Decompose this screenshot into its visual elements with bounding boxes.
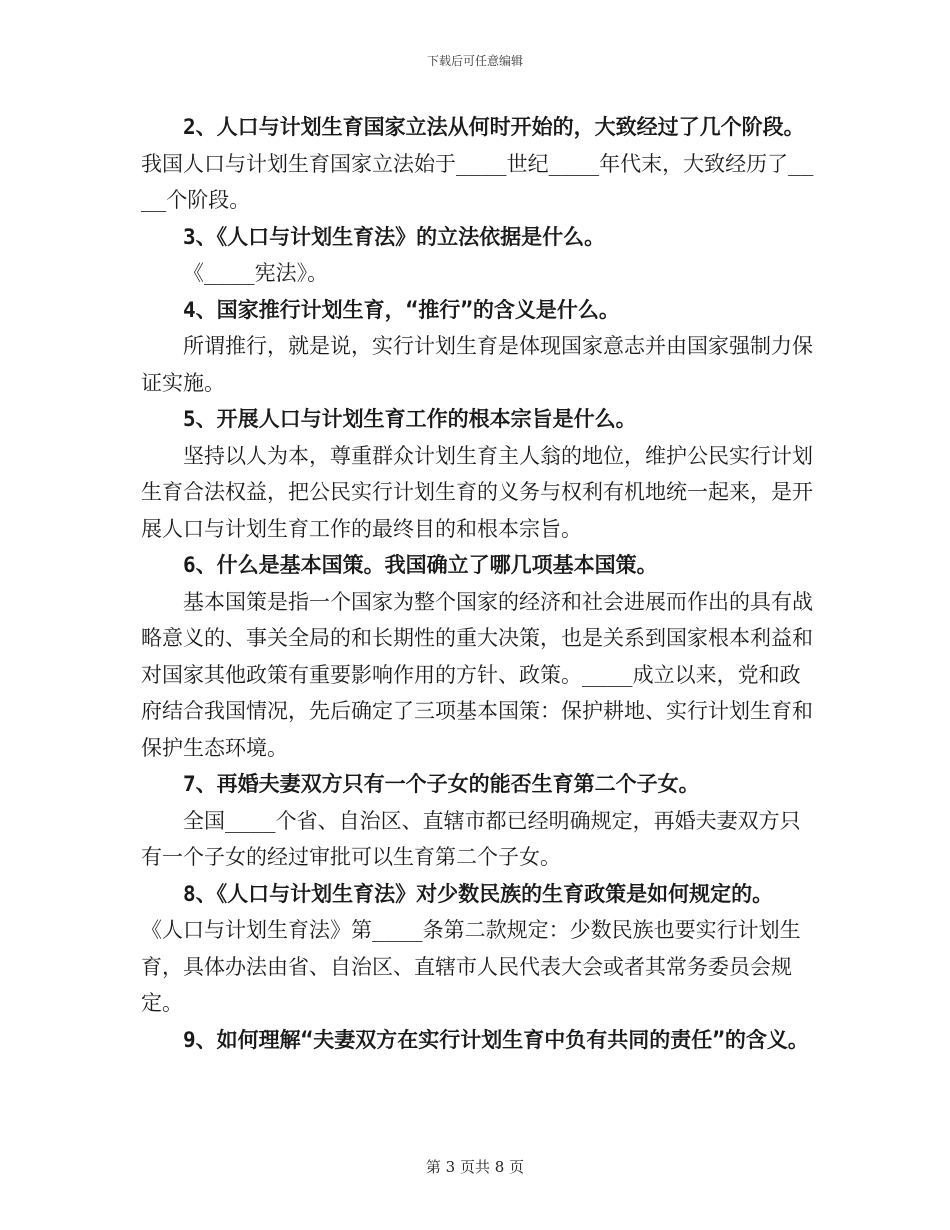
answer-8: 《人口与计划生育法》第____条第二款规定：少数民族也要实行计划生育，具体办法由省、自治区、直辖市人民代表大会或者其常务委员会规定。 (141, 918, 801, 1015)
page-footer: 第 3 页共 8 页 (425, 1158, 525, 1176)
question-7: 7、再婚夫妻双方只有一个子女的能否生育第二个子女。 (183, 772, 700, 796)
answer-3: 《____宪法》。 (183, 261, 329, 285)
question-6: 6、什么是基本国策。我国确立了哪几项基本国策。 (183, 553, 658, 577)
question-2: 2、人口与计划生育国家立法从何时开始的，大致经过了几个阶段。 (183, 115, 805, 139)
answer-5: 坚持以人为本，尊重群众计划生育主人翁的地位，维护公民实行计划生育合法权益，把公民实行计划生育的义务与权利有机地统一起来，是开展人口与计划生育工作的最终目的和根本宗旨。 (141, 443, 813, 541)
question-4: 4、国家推行计划生育，“推行”的含义是什么。 (183, 297, 620, 322)
question-9: 9、如何理解“夫妻双方在实行计划生育中负有共同的责任”的含义。 (183, 1027, 809, 1052)
answer-7: 全国____个省、自治区、直辖市都已经明确规定，再婚夫妻双方只有一个子女的经过审批可以生育第二个子女。 (141, 808, 801, 869)
answer-4: 所谓推行，就是说，实行计划生育是体现国家意志并由国家强制力保证实施。 (141, 334, 813, 395)
answer-2: 我国人口与计划生育国家立法始于____世纪____年代末，大致经历了____个阶段。 (141, 151, 814, 212)
page-header: 下载后可任意编辑 (426, 54, 523, 68)
answer-6: 基本国策是指一个国家为整个国家的经济和社会进展而作出的具有战略意义的、事关全局的和长期性的重大决策，也是关系到国家根本利益和对国家其他政策有重要影响作用的方针、政策。____成立以来，党和政府结合我国情况，先后确定了三项基本国策：保护耕地、实行计划生育和保护生态环境。 (141, 589, 813, 760)
question-8: 8、《人口与计划生育法》对少数民族的生育政策是如何规定的。 (183, 881, 774, 906)
document-body (141, 109, 821, 1058)
question-5: 5、开展人口与计划生育工作的根本宗旨是什么。 (183, 407, 637, 431)
question-3: 3、《人口与计划生育法》的立法依据是什么。 (183, 224, 606, 249)
